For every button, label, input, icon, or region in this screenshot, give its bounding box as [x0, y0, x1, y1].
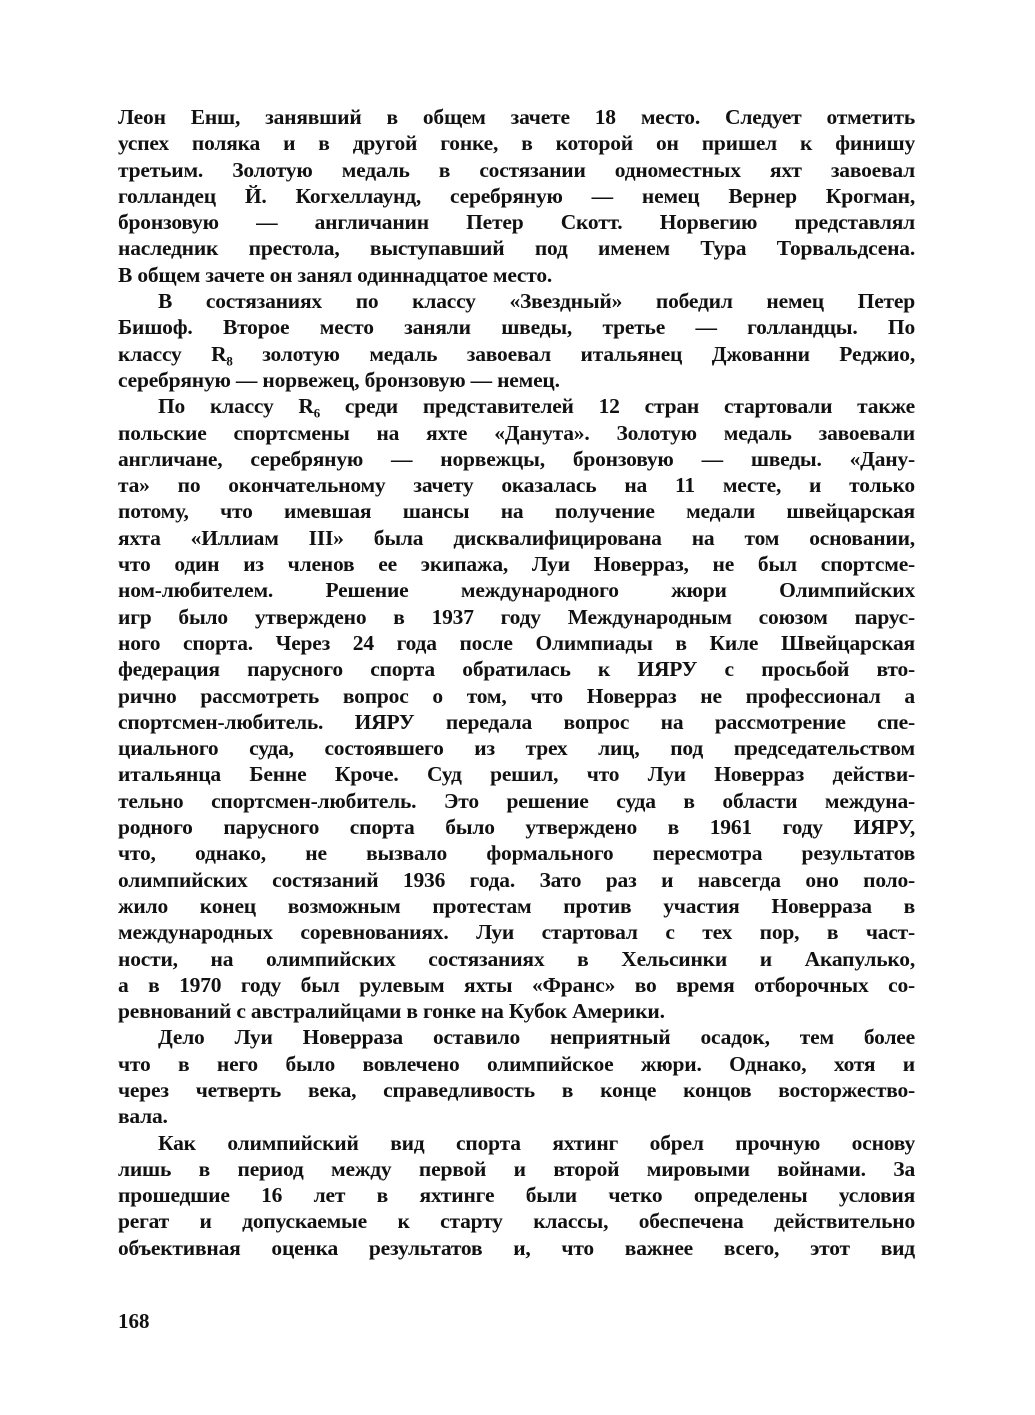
text-line: родного парусного спорта было утверждено в 1961 году ИЯРУ, — [118, 815, 915, 840]
paragraph — [118, 393, 915, 1024]
text-line: серебряную — норвежец, бронзовую — немец. — [118, 367, 560, 392]
text-line: жило конец возможным протестам против участия Новерраза в — [118, 893, 915, 918]
text-line: бронзовую — англичанин Петер Скотт. Норвегию представлял — [118, 210, 915, 235]
text-line: ного спорта. Через 24 года после Олимпиады в Киле Швейцарская — [118, 630, 915, 655]
text-line: голландец Й. Когхеллаунд, серебряную — немец Вернер Крогман, — [118, 183, 915, 208]
text-line: рично рассмотреть вопрос о том, что Новерраз не профессионал а — [118, 683, 915, 708]
text-line: игр было утверждено в 1937 году Международным союзом парус- — [118, 604, 915, 629]
text-line: ном-любителем. Решение международного жюри Олимпийских — [118, 578, 915, 603]
text-line: олимпийских состязаний 1936 года. Зато раз и навсегда оно поло- — [118, 867, 915, 892]
text-line: Бишоф. Второе место заняли шведы, третье — голландцы. По — [118, 315, 915, 340]
text-line: тельно спортсмен-любитель. Это решение суда в области междуна- — [118, 788, 915, 813]
paragraph — [118, 1130, 915, 1261]
paragraph — [118, 1024, 915, 1129]
text-line: что, однако, не вызвало формального пересмотра результатов — [118, 841, 915, 866]
page-number: 168 — [118, 1309, 150, 1333]
text-line: По классу R₆ среди представителей 12 стран стартовали также — [158, 394, 915, 419]
text-line: что в него было вовлечено олимпийское жюри. Однако, хотя и — [118, 1051, 915, 1076]
body-text — [118, 104, 915, 1261]
text-line: а в 1970 году был рулевым яхты «Франс» во время отборочных со- — [118, 972, 915, 997]
text-line: успех поляка и в другой гонке, в которой он пришел к финишу — [118, 131, 915, 156]
text-line: прошедшие 16 лет в яхтинге были четко определены условия — [118, 1183, 915, 1208]
text-line: лишь в период между первой и второй мировыми войнами. За — [118, 1156, 915, 1181]
text-line: ности, на олимпийских состязаниях в Хельсинки и Акапулько, — [118, 946, 915, 971]
text-line: циального суда, состоявшего из трех лиц, под председательством — [118, 736, 915, 761]
text-line: федерация парусного спорта обратилась к ИЯРУ с просьбой вто- — [118, 657, 915, 682]
text-line: ревнований с австралийцами в гонке на Кубок Америки. — [118, 999, 665, 1024]
text-line: яхта «Иллиам III» была дисквалифицирована на том основании, — [118, 525, 915, 550]
paragraph — [118, 104, 915, 288]
paragraph — [118, 288, 915, 393]
text-line: Дело Луи Новерраза оставило неприятный осадок, тем более — [158, 1025, 915, 1050]
text-line: вала. — [118, 1104, 168, 1129]
text-line: та» по окончательному зачету оказалась на 11 месте, и только — [118, 473, 915, 498]
text-line: регат и допускаемые к старту классы, обеспечена действительно — [118, 1209, 915, 1234]
text-line: что один из членов ее экипажа, Луи Новерраз, не был спортсме- — [118, 552, 915, 577]
text-line: классу R₈ золотую медаль завоевал итальянец Джованни Реджио, — [118, 341, 915, 366]
text-line: наследник престола, выступавший под именем Тура Торвальдсена. — [118, 236, 915, 261]
text-line: В состязаниях по классу «Звездный» победил немец Петер — [158, 289, 915, 314]
text-line: англичане, серебряную — норвежцы, бронзовую — шведы. «Дану- — [118, 446, 915, 471]
text-line: третьим. Золотую медаль в состязании одноместных яхт завоевал — [118, 157, 915, 182]
text-line: спортсмен-любитель. ИЯРУ передала вопрос на рассмотрение спе- — [118, 709, 915, 734]
text-line: В общем зачете он занял одиннадцатое место. — [118, 262, 553, 287]
text-line: международных соревнованиях. Луи стартовал с тех пор, в част- — [118, 920, 915, 945]
text-line: итальянца Бенне Кроче. Суд решил, что Луи Новерраз действи- — [118, 762, 915, 787]
text-line: Леон Енш, занявший в общем зачете 18 место. Следует отметить — [118, 105, 915, 129]
text-line: польские спортсмены на яхте «Данута». Золотую медаль завоевали — [118, 420, 915, 445]
text-line: потому, что имевшая шансы на получение медали швейцарская — [118, 499, 915, 524]
text-line: Как олимпийский вид спорта яхтинг обрел прочную основу — [158, 1130, 915, 1155]
text-line: через четверть века, справедливость в конце концов восторжество- — [118, 1077, 915, 1102]
text-line: объективная оценка результатов и, что важнее всего, этот вид — [118, 1235, 915, 1260]
